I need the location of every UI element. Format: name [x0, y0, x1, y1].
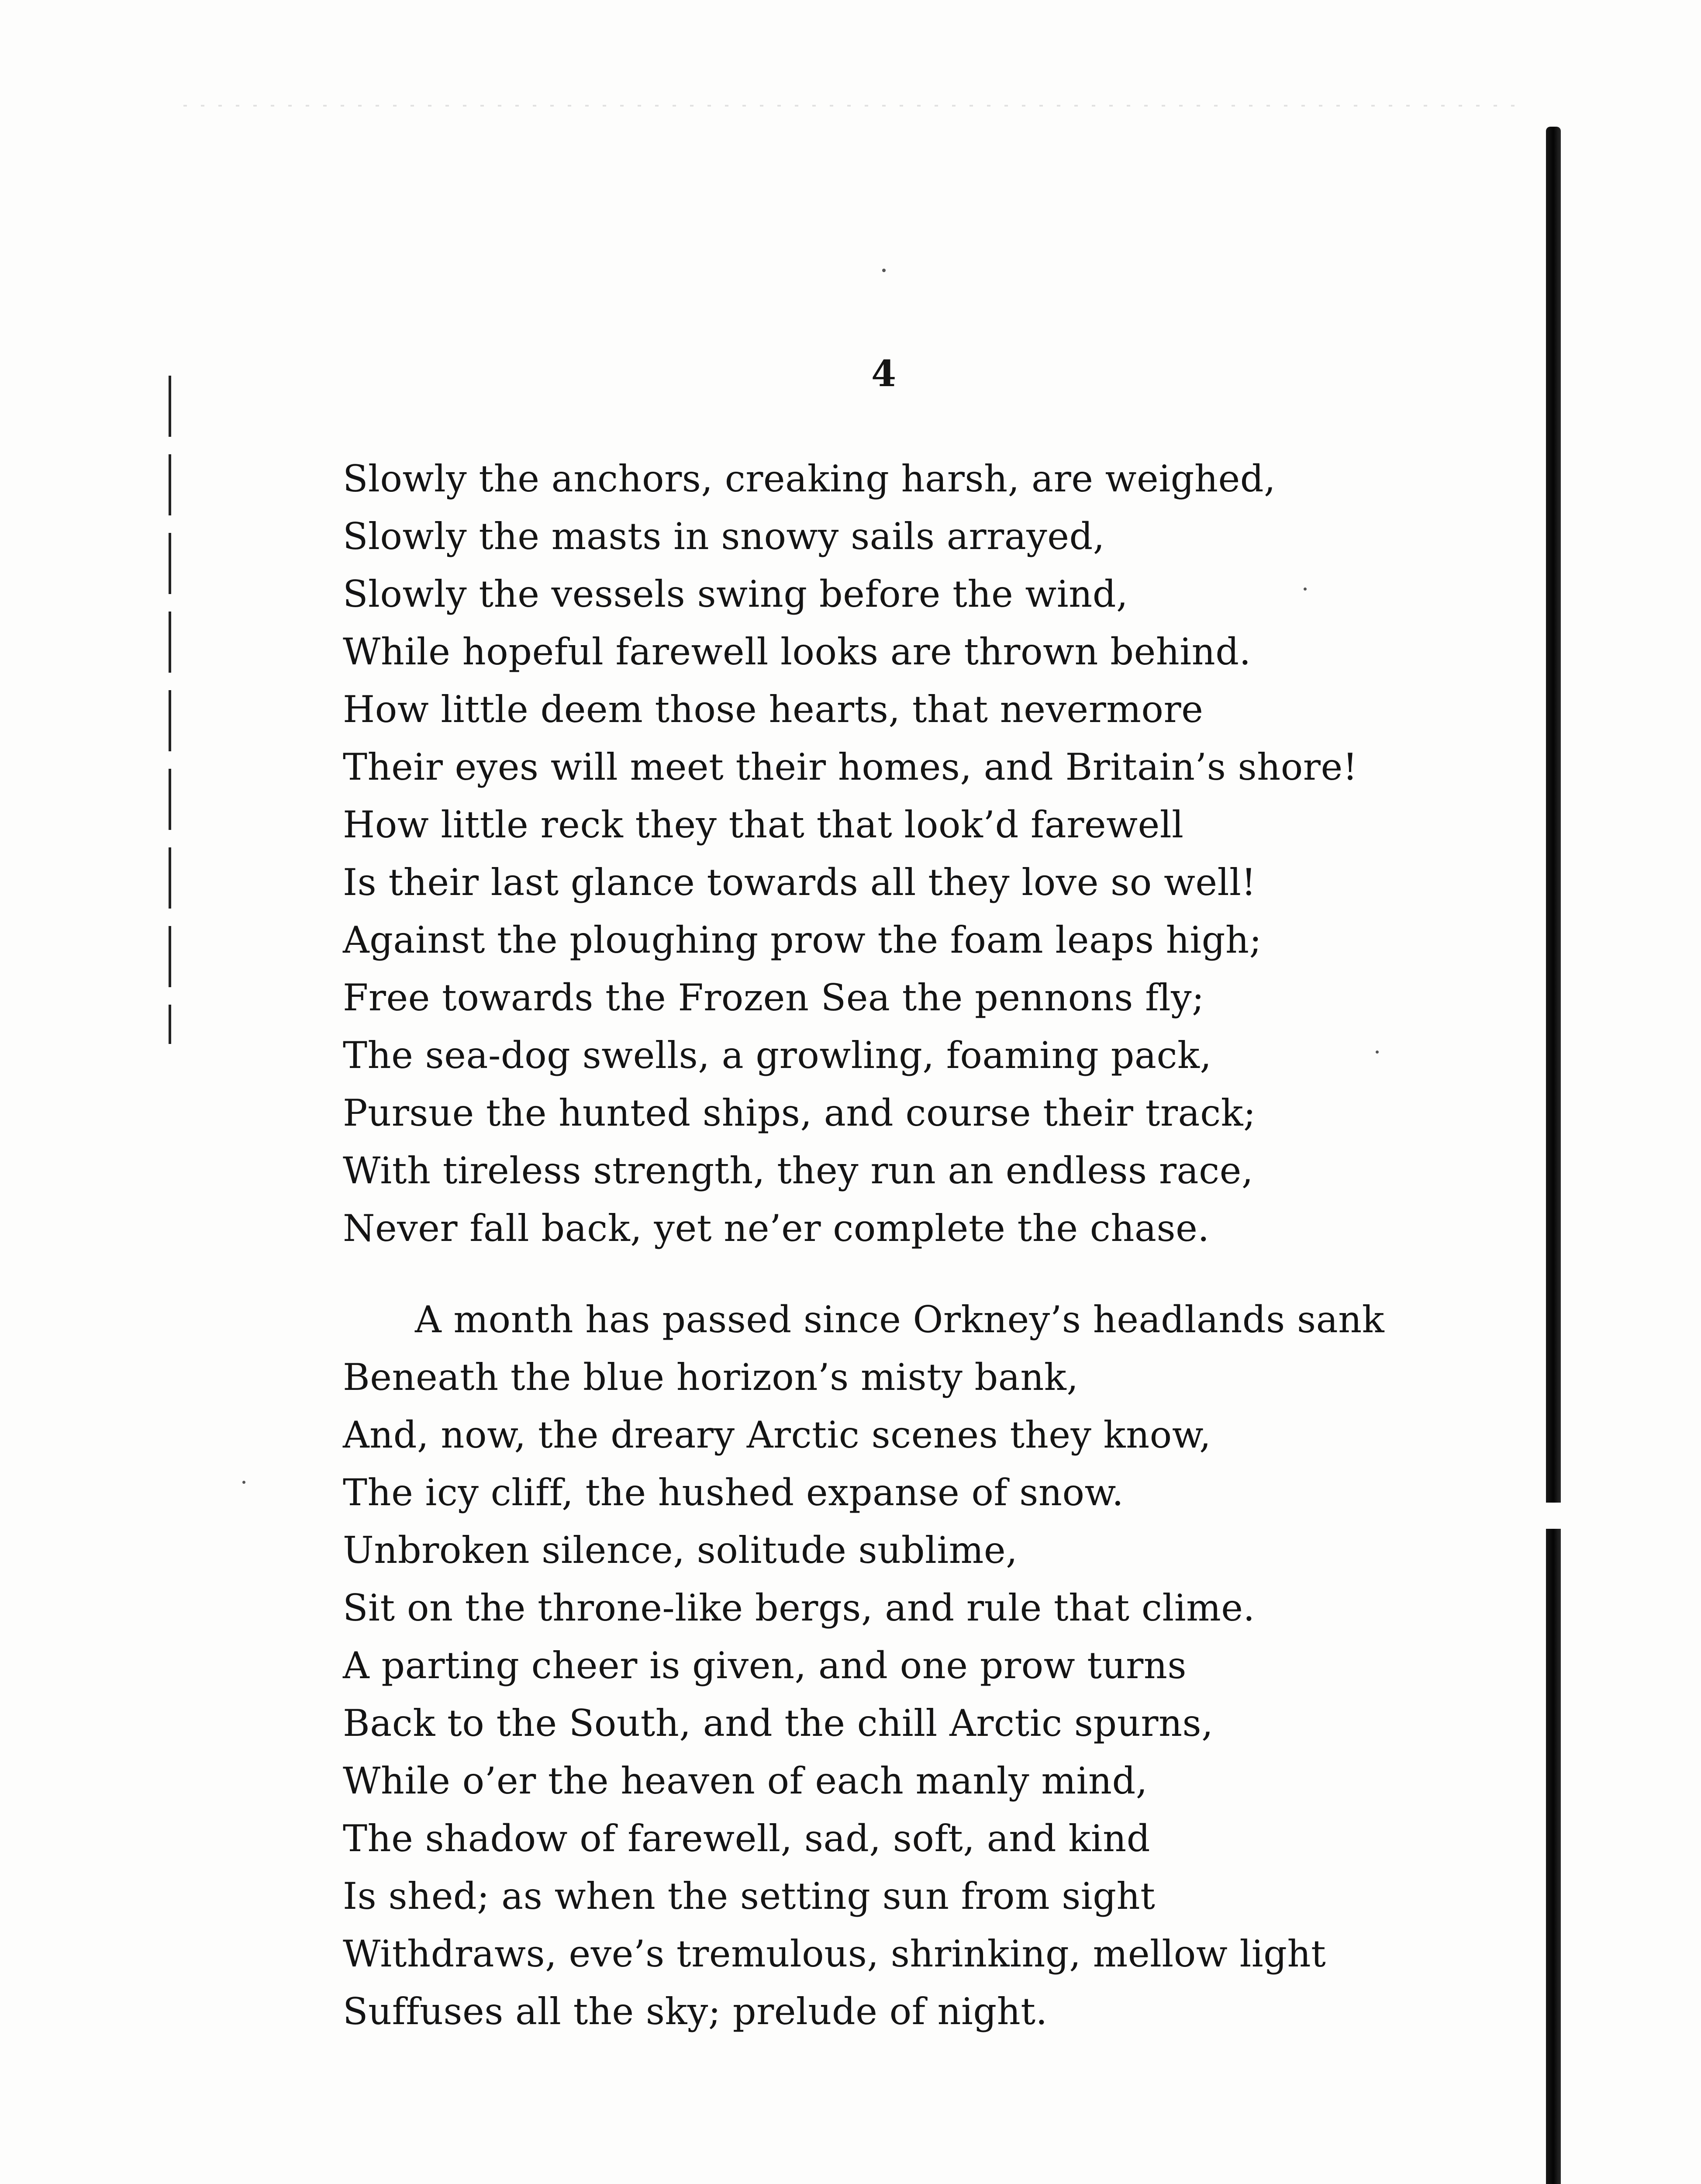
scan-speck	[242, 1481, 245, 1484]
poem-line: The shadow of farewell, sad, soft, and kind	[343, 1817, 1150, 1860]
poem-line: The sea-dog swells, a growling, foaming pack,	[343, 1034, 1212, 1077]
stanza-2	[343, 1291, 1384, 2040]
poem-line: Unbroken silence, solitude sublime,	[343, 1529, 1018, 1572]
stanza-1	[343, 450, 1358, 1257]
poem-line: While hopeful farewell looks are thrown behind.	[343, 630, 1251, 673]
poem-line: And, now, the dreary Arctic scenes they know,	[343, 1413, 1211, 1456]
scan-margin-line-left	[169, 376, 171, 1044]
poem-line: Their eyes will meet their homes, and Britain’s shore!	[343, 746, 1358, 788]
poem-line: Back to the South, and the chill Arctic spurns,	[343, 1702, 1214, 1745]
poem-line: Free towards the Frozen Sea the pennons fly;	[343, 976, 1204, 1019]
poem-line: Slowly the masts in snowy sails arrayed,	[343, 515, 1105, 558]
poem-line: Is shed; as when the setting sun from sight	[343, 1875, 1156, 1918]
poem-line: How little deem those hearts, that nevermore	[343, 688, 1204, 731]
poem-line: Slowly the anchors, creaking harsh, are weighed,	[343, 457, 1276, 500]
poem-line: Is their last glance towards all they love so well!	[343, 861, 1256, 904]
poem-line: With tireless strength, they run an endless race,	[343, 1149, 1254, 1192]
poem-line: Never fall back, yet ne’er complete the chase.	[343, 1207, 1210, 1250]
poem-line: Pursue the hunted ships, and course their track;	[343, 1092, 1256, 1134]
scan-speck	[882, 269, 886, 272]
poem-line: Suffuses all the sky; prelude of night.	[343, 1990, 1048, 2033]
poem-line: Withdraws, eve’s tremulous, shrinking, mellow light	[343, 1932, 1326, 1975]
poem-line: The icy cliff, the hushed expanse of snow.	[343, 1471, 1124, 1514]
poem-line: Sit on the throne-like bergs, and rule that clime.	[343, 1586, 1255, 1629]
scan-edge-shadow-right	[1546, 127, 1561, 2184]
poem-line: Slowly the vessels swing before the wind,	[343, 573, 1128, 615]
poem-line: Against the ploughing prow the foam leaps high;	[343, 919, 1262, 961]
scan-speck	[1376, 1051, 1379, 1054]
scan-dust-top	[183, 105, 1515, 107]
poem-line: How little reck they that that look’d farewell	[343, 803, 1184, 846]
poem-line: A parting cheer is given, and one prow turns	[343, 1644, 1187, 1687]
poem-line: Beneath the blue horizon’s misty bank,	[343, 1356, 1079, 1399]
scan-edge-gap	[1545, 1503, 1563, 1529]
poem-line: While o’er the heaven of each manly mind,	[343, 1759, 1148, 1802]
page-number: 4	[871, 353, 897, 395]
poem-line: A month has passed since Orkney’s headlands sank	[415, 1298, 1385, 1341]
